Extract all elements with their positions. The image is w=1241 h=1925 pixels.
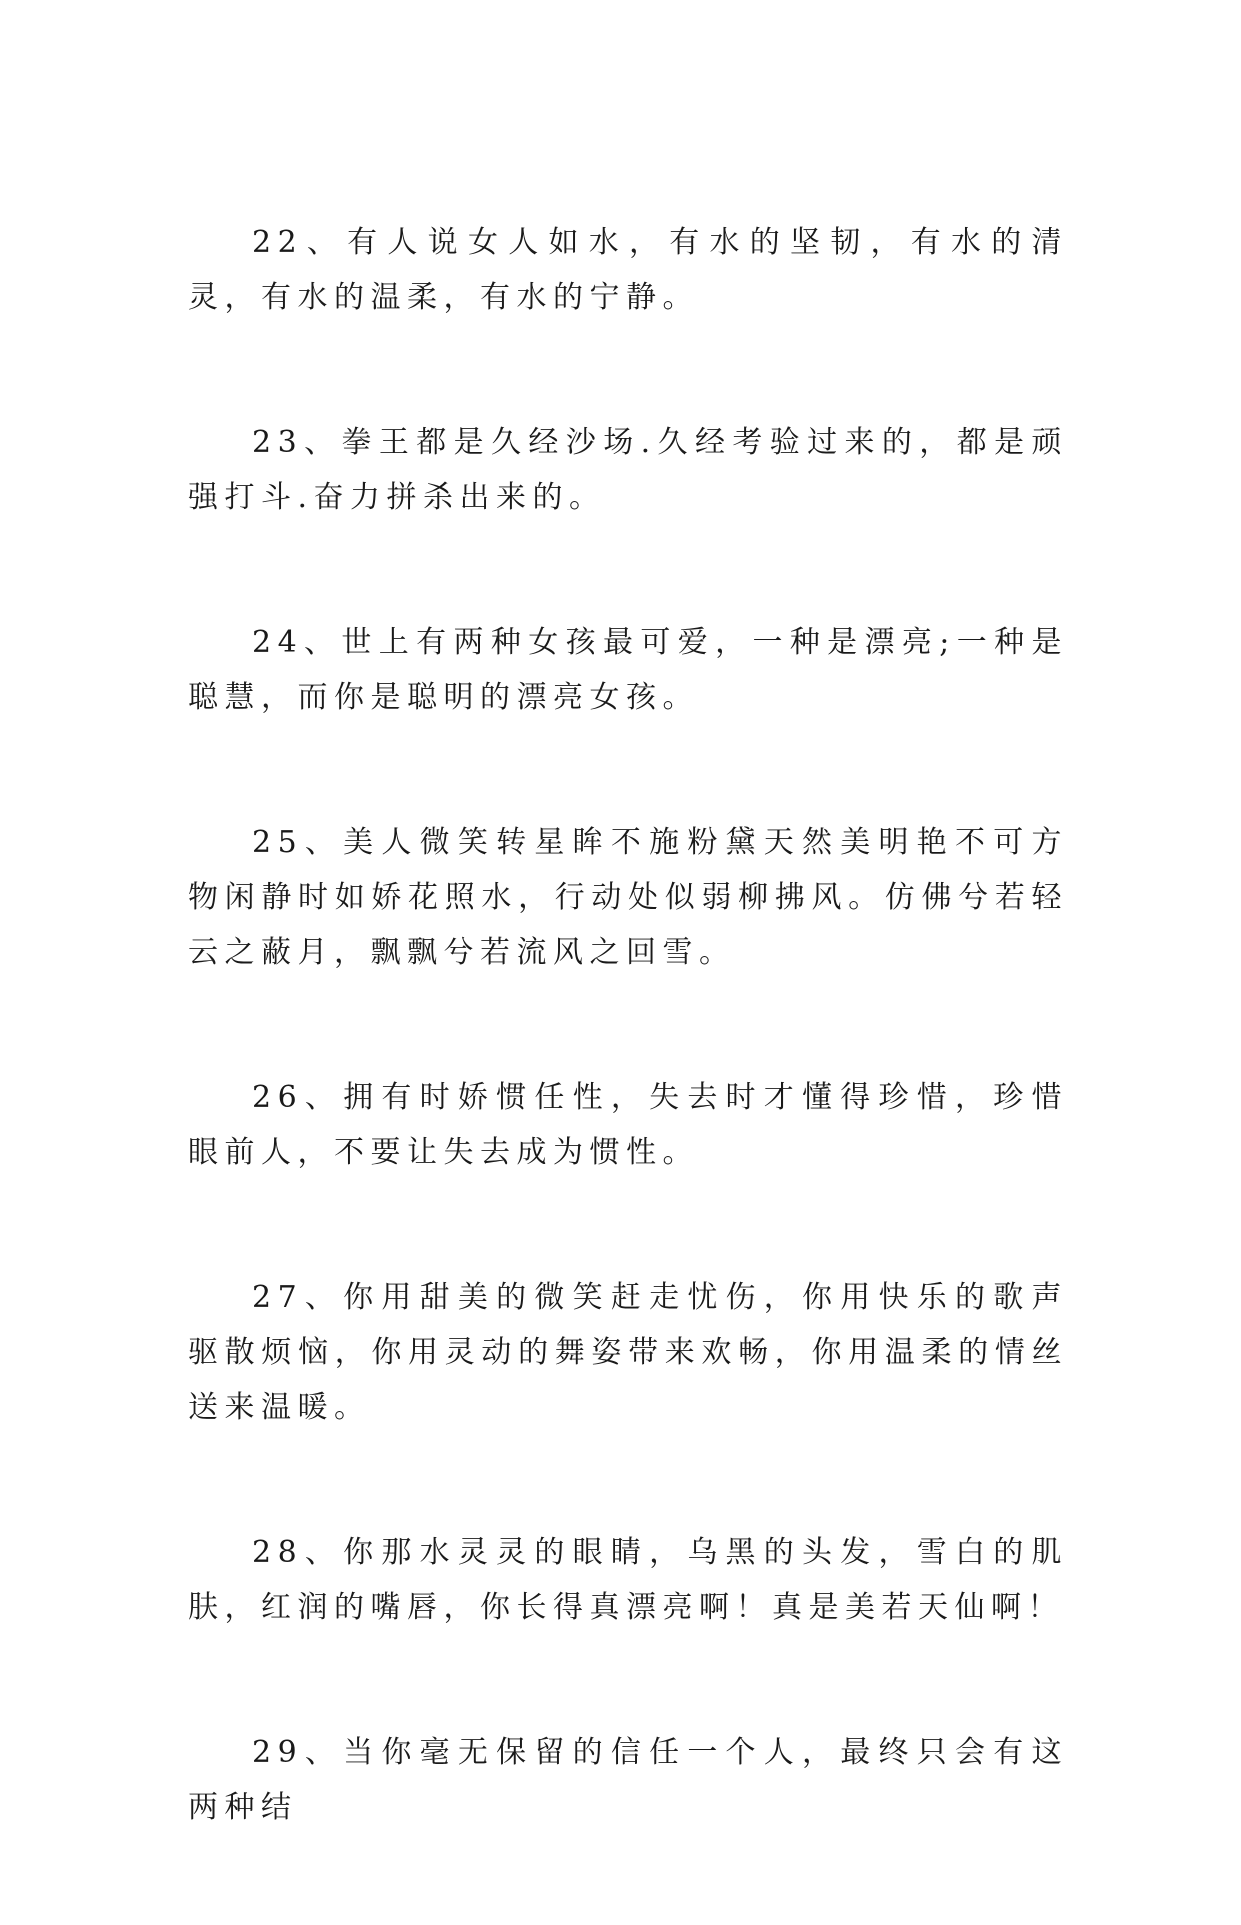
paragraph-27: 27、你用甜美的微笑赶走忧伤，你用快乐的歌声驱散烦恼，你用灵动的舞姿带来欢畅，你用温柔的情丝送来温暖。 xyxy=(188,1280,1068,1425)
document-body xyxy=(188,215,1068,1925)
paragraph-24: 24、世上有两种女孩最可爱，一种是漂亮;一种是聪慧，而你是聪明的漂亮女孩。 xyxy=(188,625,1068,715)
paragraph-29: 29、当你毫无保留的信任一个人，最终只会有这两种结 xyxy=(188,1735,1068,1825)
paragraph-28: 28、你那水灵灵的眼睛，乌黑的头发，雪白的肌肤，红润的嘴唇，你长得真漂亮啊！真是美若天仙啊！ xyxy=(188,1535,1068,1625)
paragraph-26: 26、拥有时娇惯任性，失去时才懂得珍惜，珍惜眼前人，不要让失去成为惯性。 xyxy=(188,1080,1068,1170)
paragraph-22: 22、有人说女人如水，有水的坚韧，有水的清灵，有水的温柔，有水的宁静。 xyxy=(188,225,1068,315)
paragraph-23: 23、拳王都是久经沙场.久经考验过来的，都是顽强打斗.奋力拼杀出来的。 xyxy=(188,425,1068,515)
paragraph-25: 25、美人微笑转星眸不施粉黛天然美明艳不可方物闲静时如娇花照水，行动处似弱柳拂风。仿佛兮若轻云之蔽月，飘飘兮若流风之回雪。 xyxy=(188,825,1068,970)
